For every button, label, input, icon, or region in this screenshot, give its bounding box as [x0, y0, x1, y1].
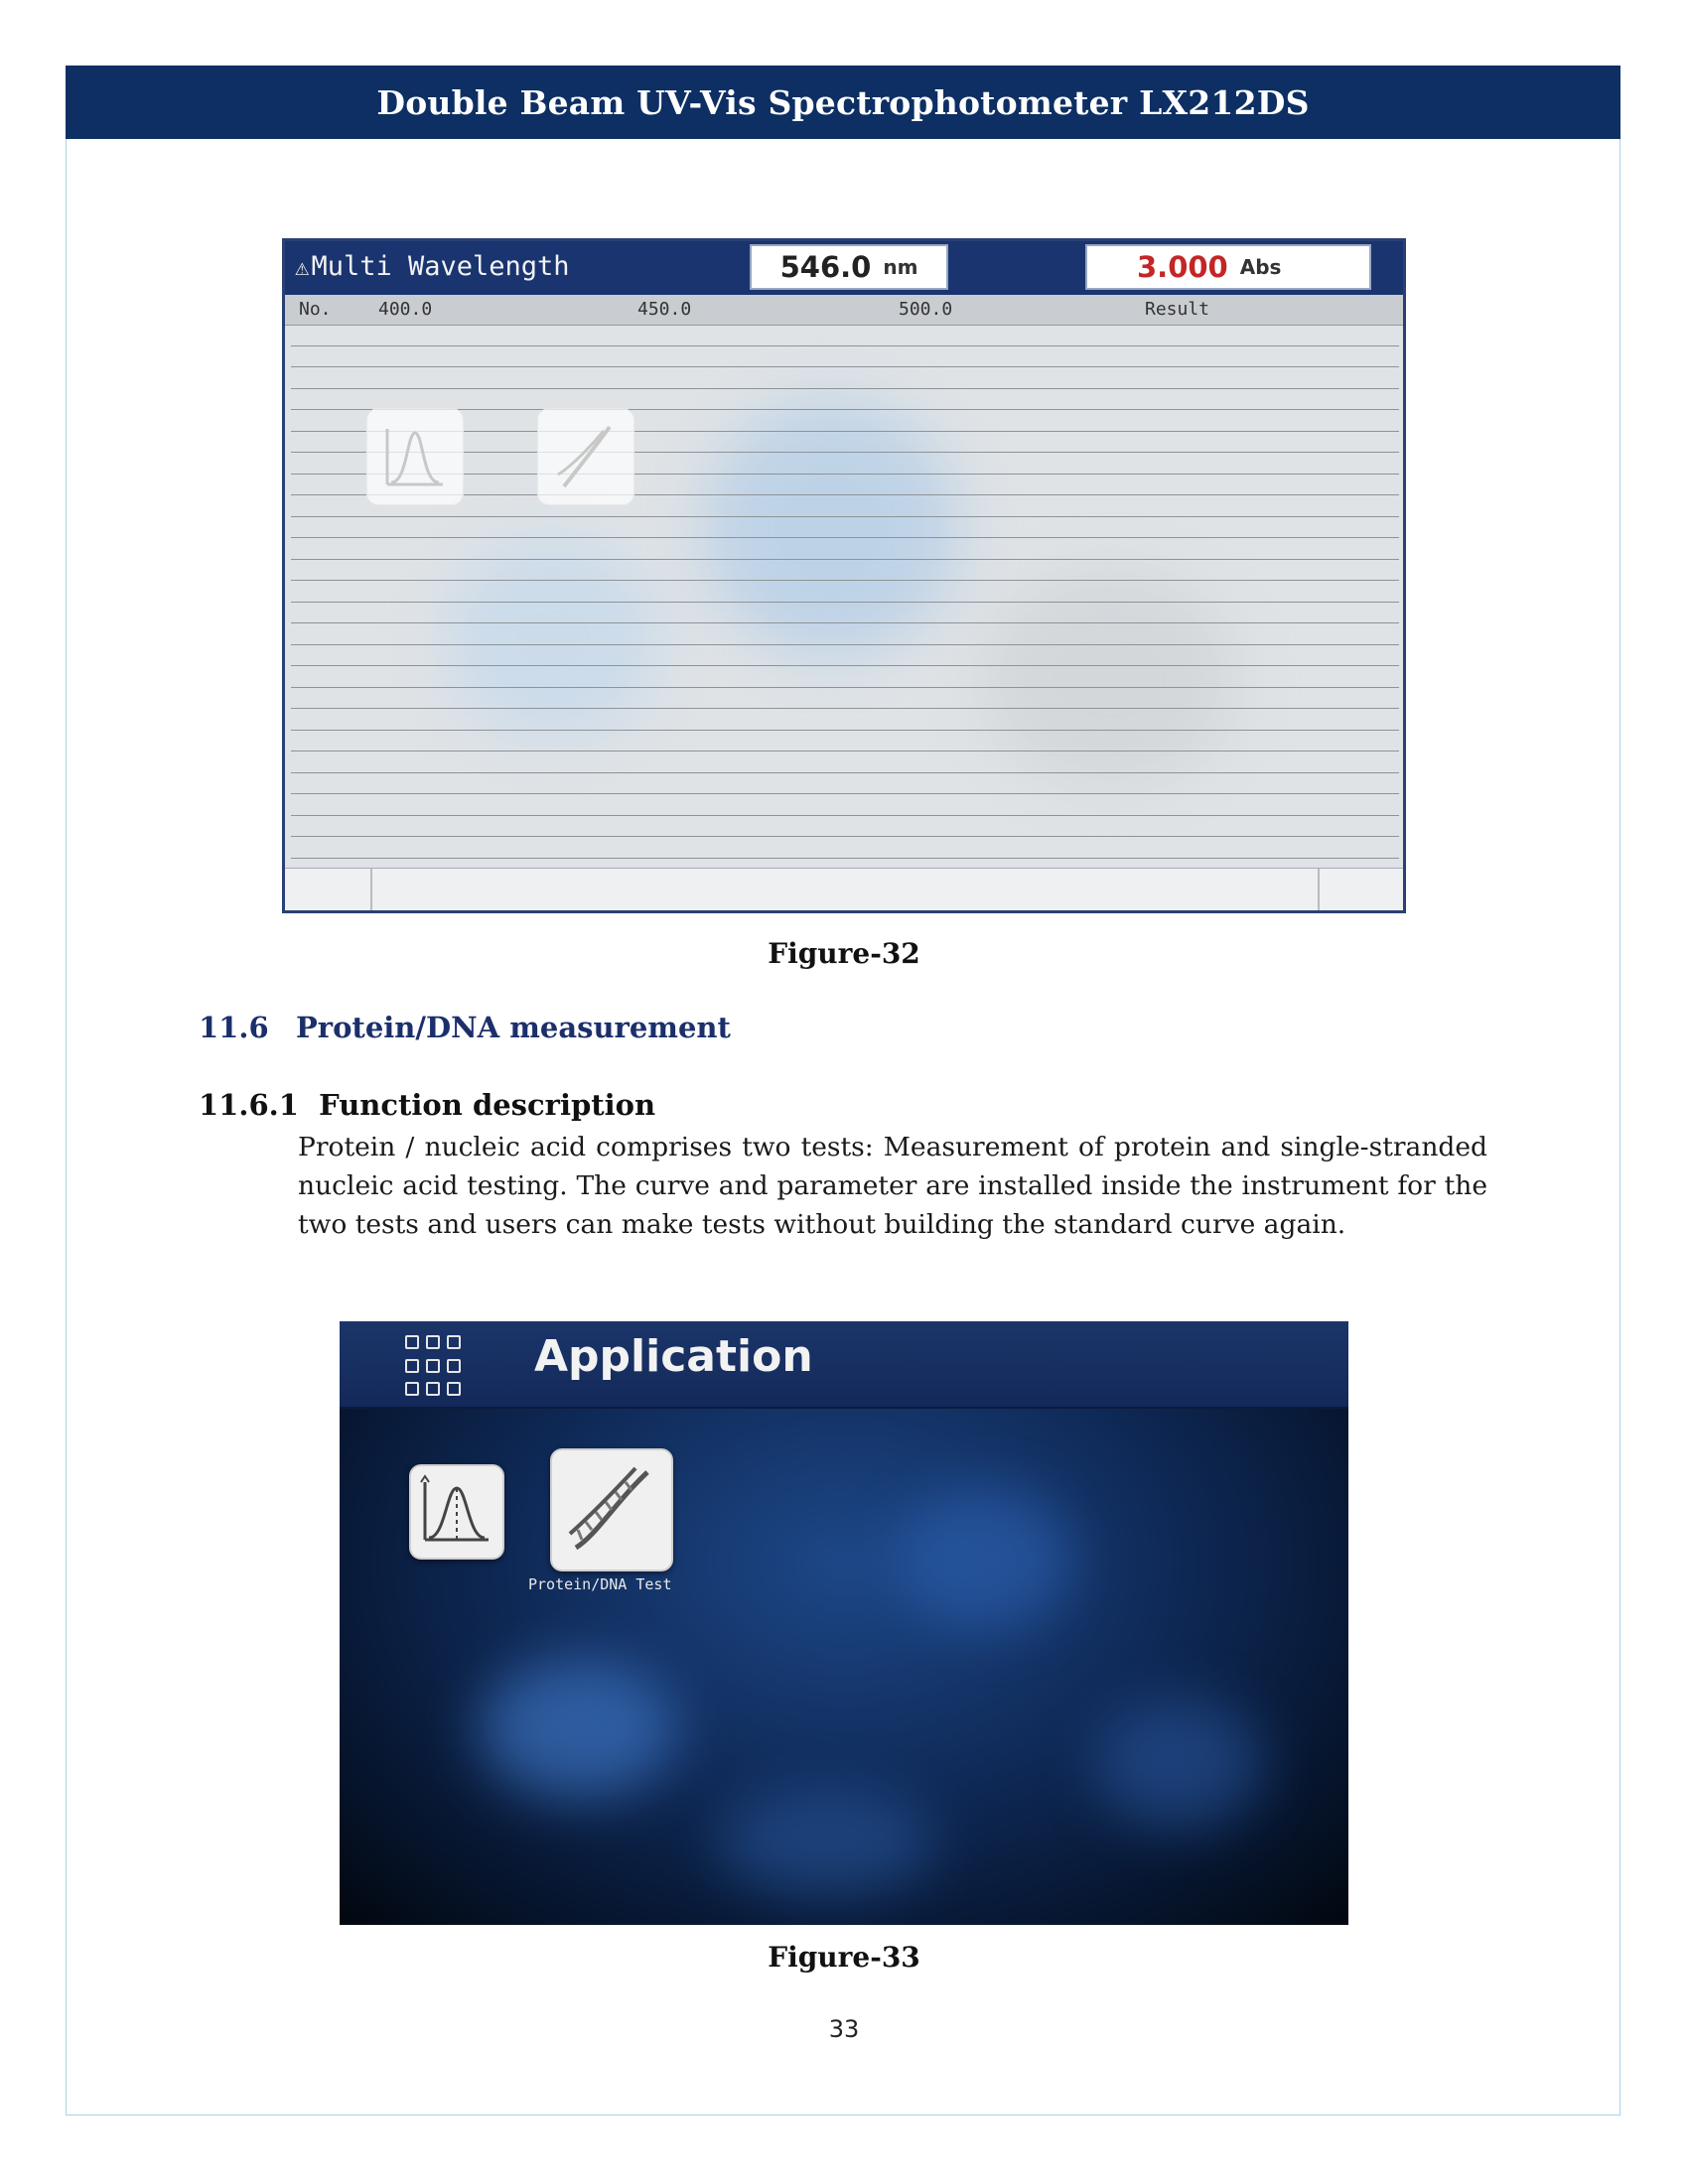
table-row[interactable] [291, 837, 1399, 859]
table-row[interactable] [291, 666, 1399, 688]
figure-33-screenshot [340, 1321, 1348, 1925]
table-row[interactable] [291, 603, 1399, 624]
table-row[interactable] [291, 794, 1399, 816]
column-header-result: Result [1145, 299, 1210, 320]
status-bar [285, 868, 1403, 910]
column-header-no: No. [299, 299, 332, 320]
status-divider [1318, 869, 1320, 910]
figure-32-caption: Figure-32 [768, 937, 920, 970]
function-description-paragraph: Protein / nucleic acid comprises two tests: Measurement of protein and single-stranded nucleic acid testing. The curve and parameter are installed inside the instrument for the two tests and users can make tests without building the standard curve again. [298, 1132, 1487, 1240]
table-row[interactable] [291, 367, 1399, 389]
mode-title [295, 251, 570, 282]
absorbance-unit: Abs [1239, 255, 1282, 279]
protein-dna-app-label[interactable]: Protein/DNA Test [528, 1575, 672, 1593]
figure-33-caption: Figure-33 [768, 1941, 920, 1974]
table-row[interactable] [291, 709, 1399, 731]
table-row[interactable] [291, 389, 1399, 411]
page-number: 33 [828, 2015, 860, 2043]
subsection-number: 11.6.1 [199, 1088, 299, 1122]
result-table [291, 325, 1399, 861]
section-heading [199, 1011, 731, 1044]
status-divider [370, 869, 372, 910]
document-header [66, 66, 1620, 139]
table-row[interactable] [291, 751, 1399, 773]
table-row[interactable] [291, 773, 1399, 795]
background-blob [1094, 1699, 1263, 1828]
table-row[interactable] [291, 538, 1399, 560]
title-bar [285, 241, 1403, 295]
photometric-app-icon[interactable] [409, 1464, 504, 1560]
section-number: 11.6 [199, 1011, 269, 1044]
subsection-heading [199, 1088, 655, 1122]
subsection-title: Function description [319, 1088, 656, 1122]
table-row[interactable] [291, 517, 1399, 539]
column-header-500: 500.0 [899, 299, 953, 320]
protein-dna-app-icon[interactable] [550, 1448, 673, 1571]
figure-32-screenshot [282, 238, 1406, 913]
background-blob [896, 1490, 1074, 1629]
warning-triangle-icon: ⚠ [295, 253, 310, 281]
table-row[interactable] [291, 560, 1399, 582]
absorbance-value: 3.000 [1137, 250, 1228, 284]
column-header-400: 400.0 [378, 299, 433, 320]
table-row[interactable] [291, 688, 1399, 710]
table-row[interactable] [291, 581, 1399, 603]
section-title: Protein/DNA measurement [296, 1011, 731, 1044]
wavelength-display[interactable] [750, 244, 948, 290]
mode-title-text: Multi Wavelength [311, 251, 570, 282]
background-blob [717, 1788, 935, 1897]
background-blob [479, 1659, 677, 1798]
table-row[interactable] [291, 325, 1399, 346]
document-title: Double Beam UV-Vis Spectrophotometer LX212DS [376, 82, 1310, 122]
wavelength-value: 546.0 [779, 250, 872, 284]
absorbance-display [1085, 244, 1371, 290]
apps-grid-icon[interactable] [405, 1335, 469, 1399]
photometric-icon [366, 408, 464, 505]
wavelength-unit: nm [883, 255, 918, 279]
table-row[interactable] [291, 731, 1399, 752]
table-row[interactable] [291, 623, 1399, 645]
table-row[interactable] [291, 816, 1399, 838]
table-header [285, 295, 1403, 326]
dna-icon [537, 408, 634, 505]
app-header [340, 1321, 1348, 1409]
table-row[interactable] [291, 346, 1399, 368]
app-title: Application [534, 1331, 813, 1382]
column-header-450: 450.0 [637, 299, 692, 320]
table-row[interactable] [291, 645, 1399, 667]
